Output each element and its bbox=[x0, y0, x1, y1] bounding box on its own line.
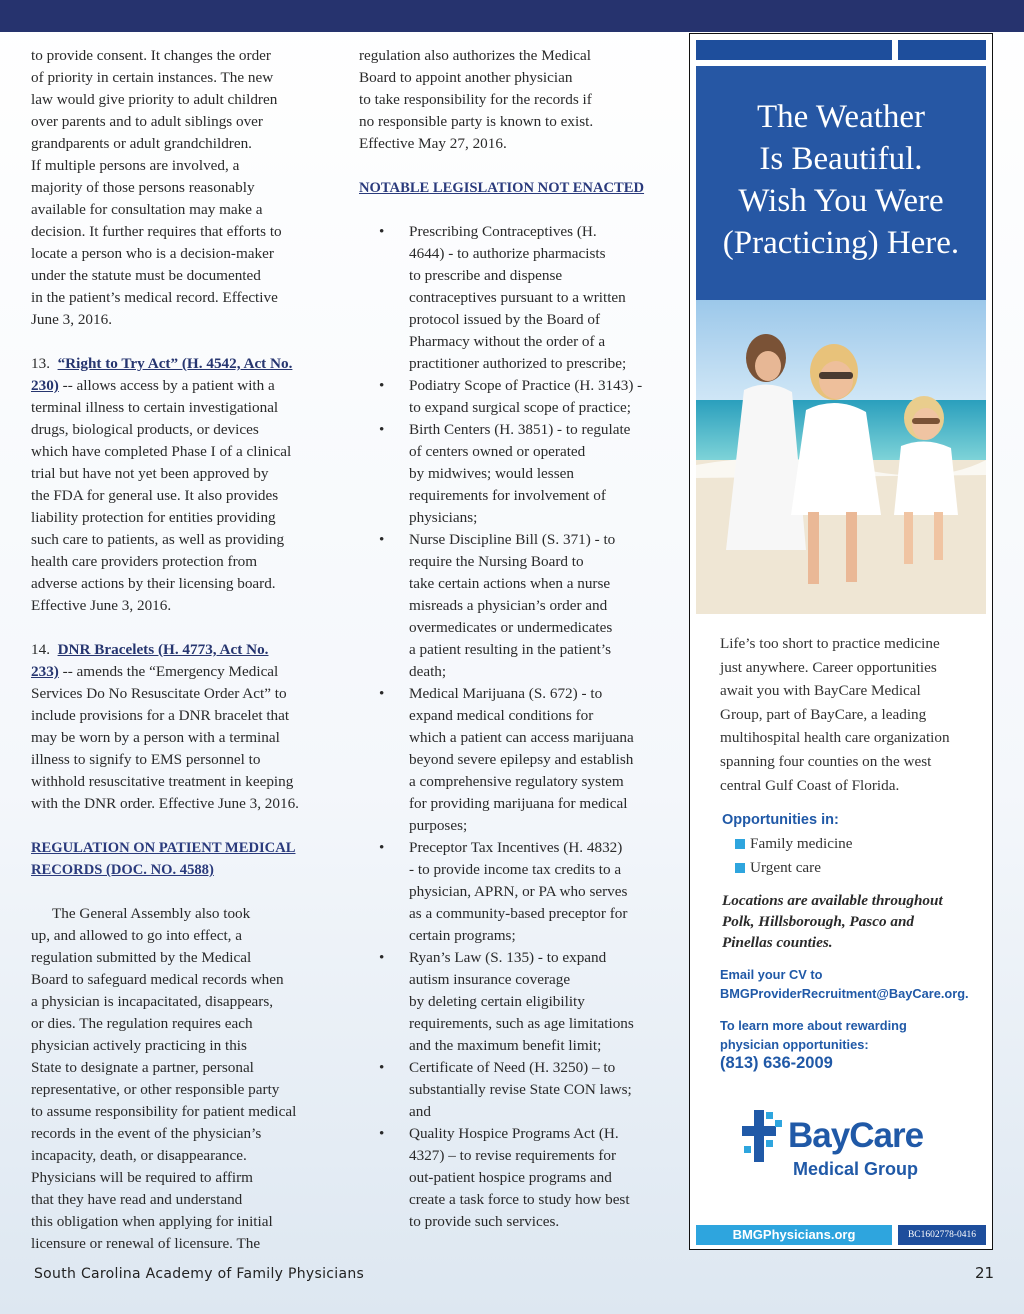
item-14-dnr-bracelets bbox=[31, 639, 349, 815]
text-line: Effective June 3, 2016. bbox=[31, 597, 172, 614]
headline-line: The Weather bbox=[756, 99, 926, 135]
middle-column bbox=[359, 45, 674, 1233]
text-line: locate a person who is a decision-maker bbox=[31, 245, 274, 262]
text-line: and the maximum benefit limit; bbox=[409, 1037, 602, 1054]
text-line: that they have read and understand bbox=[31, 1191, 243, 1208]
text-line: substantially revise State CON laws; bbox=[409, 1081, 632, 1098]
email-cta bbox=[720, 966, 990, 1003]
text-line: by deleting certain eligibility bbox=[409, 993, 585, 1010]
text-line: physicians; bbox=[409, 509, 478, 526]
text-line: Physicians will be required to affirm bbox=[31, 1169, 253, 1186]
text-line: State to designate a partner, personal bbox=[31, 1059, 254, 1076]
text-line: protocol issued by the Board of bbox=[409, 311, 601, 328]
text-line: to prescribe and dispense bbox=[409, 267, 563, 284]
text-line: requirements, such as age limitations bbox=[409, 1015, 634, 1032]
text-line: Board to appoint another physician bbox=[359, 69, 573, 86]
text-line: To learn more about rewarding bbox=[720, 1018, 907, 1033]
text-line: terminal illness to certain investigational bbox=[31, 399, 279, 416]
text-line: up, and allowed to go into effect, a bbox=[31, 927, 243, 944]
text-line: withhold resuscitative treatment in keeping bbox=[31, 773, 294, 790]
text-line: beyond severe epilepsy and establish bbox=[409, 751, 634, 768]
text-line: • Birth Centers (H. 3851) - to regulate bbox=[409, 421, 631, 438]
text-line: • Certificate of Need (H. 3250) – to bbox=[409, 1059, 616, 1076]
text-line: by midwives; would lessen bbox=[409, 465, 574, 482]
locations-text bbox=[722, 890, 987, 953]
text-line: • Podiatry Scope of Practice (H. 3143) - bbox=[409, 377, 643, 394]
text-line: in the patient’s medical record. Effective bbox=[31, 289, 278, 306]
text-line: to take responsibility for the records if bbox=[359, 91, 592, 108]
dnr-bracelets-link[interactable]: DNR Bracelets (H. 4773, Act No. bbox=[57, 641, 269, 658]
text-line: If multiple persons are involved, a bbox=[31, 157, 240, 174]
text-line: physician opportunities: bbox=[720, 1036, 869, 1052]
text-line: licensure or renewal of licensure. The bbox=[31, 1235, 261, 1252]
text-line: include provisions for a DNR bracelet that bbox=[31, 707, 290, 724]
text-line: decision. It further requires that efforts to bbox=[31, 223, 282, 240]
text-line: health care providers protection from bbox=[31, 553, 258, 570]
right-to-try-link-cont[interactable]: 230) bbox=[31, 377, 59, 394]
text-line: Board to safeguard medical records when bbox=[31, 971, 284, 988]
text-fragment: -- allows access by a patient with a bbox=[58, 377, 275, 394]
text-line: this obligation when applying for initial bbox=[31, 1213, 273, 1230]
item-number: 14. bbox=[31, 641, 50, 658]
text-line: out-patient hospice programs and bbox=[409, 1169, 612, 1186]
beach-family-photo bbox=[696, 300, 986, 614]
text-fragment: -- amends the “Emergency Medical bbox=[58, 663, 279, 680]
item-number: 13. bbox=[31, 355, 50, 372]
text-line: Pinellas counties. bbox=[722, 934, 833, 951]
text-line: requirements for involvement of bbox=[409, 487, 606, 504]
text-line: Services Do No Resuscitate Order Act” to bbox=[31, 685, 287, 702]
text-line: misreads a physician’s order and bbox=[409, 597, 608, 614]
baycare-logo bbox=[740, 1106, 950, 1196]
not-enacted-item bbox=[359, 1123, 674, 1233]
not-enacted-item bbox=[359, 1057, 674, 1123]
top-banner bbox=[0, 0, 1024, 32]
brand-name: BayCare bbox=[788, 1116, 924, 1155]
text-line: with the DNR order. Effective June 3, 2016. bbox=[31, 795, 299, 812]
text-line: just anywhere. Career opportunities bbox=[720, 658, 937, 676]
text-line: a comprehensive regulatory system bbox=[409, 773, 624, 790]
page-number: 21 bbox=[975, 1264, 995, 1282]
text-line: liability protection for entities providing bbox=[31, 509, 276, 526]
opportunity-item bbox=[722, 832, 982, 856]
text-line: a patient resulting in the patient’s bbox=[409, 641, 612, 658]
text-line: to expand surgical scope of practice; bbox=[409, 399, 631, 416]
text-line: which have completed Phase I of a clinical bbox=[31, 443, 292, 460]
text-line: regulation submitted by the Medical bbox=[31, 949, 252, 966]
regulation-heading: REGULATION ON PATIENT MEDICAL bbox=[31, 840, 296, 856]
text-line: The General Assembly also took bbox=[52, 905, 251, 922]
text-line: the FDA for general use. It also provides bbox=[31, 487, 279, 504]
opportunities-title: Opportunities in: bbox=[722, 812, 839, 828]
text-line: • Medical Marijuana (S. 672) - to bbox=[409, 685, 603, 702]
text-line: and bbox=[409, 1103, 431, 1120]
text-line: of centers owned or operated bbox=[409, 443, 586, 460]
text-line: expand medical conditions for bbox=[409, 707, 594, 724]
text-line: over parents and to adult siblings over bbox=[31, 113, 263, 130]
not-enacted-list bbox=[359, 221, 674, 1233]
text-line: 4327) – to revise requirements for bbox=[409, 1147, 617, 1164]
ad-bar bbox=[898, 40, 986, 60]
text-line: under the statute must be documented bbox=[31, 267, 261, 284]
text-line: • Nurse Discipline Bill (S. 371) - to bbox=[409, 531, 616, 548]
not-enacted-item bbox=[359, 221, 674, 375]
dnr-bracelets-link-cont[interactable]: 233) bbox=[31, 663, 59, 680]
opportunity-label: Family medicine bbox=[750, 835, 853, 852]
text-line: to assume responsibility for patient medical bbox=[31, 1103, 297, 1120]
headline-line: Wish You Were bbox=[738, 183, 944, 219]
text-line: • Ryan’s Law (S. 135) - to expand bbox=[409, 949, 607, 966]
text-line: for providing marijuana for medical bbox=[409, 795, 628, 812]
text-line: as a community-based preceptor for bbox=[409, 905, 628, 922]
text-line: of priority in certain instances. The new bbox=[31, 69, 274, 86]
right-to-try-link[interactable]: “Right to Try Act” (H. 4542, Act No. bbox=[57, 355, 293, 372]
left-column bbox=[31, 45, 349, 1255]
text-line: Pharmacy without the order of a bbox=[409, 333, 606, 350]
text-line: Polk, Hillsborough, Pasco and bbox=[722, 913, 914, 930]
text-line: trial but have not yet been approved by bbox=[31, 465, 269, 482]
text-line: law would give priority to adult children bbox=[31, 91, 278, 108]
beach-photo-illustration bbox=[696, 300, 986, 614]
text-line: • Prescribing Contraceptives (H. bbox=[409, 223, 597, 240]
ad-top-bars bbox=[696, 40, 986, 60]
opportunity-item bbox=[722, 856, 982, 880]
email-label: Email your CV to bbox=[720, 967, 823, 982]
brand-subtitle: Medical Group bbox=[793, 1159, 919, 1179]
regulation-continued bbox=[359, 45, 674, 155]
square-bullet-icon bbox=[735, 839, 745, 849]
text-line: multihospital health care organization bbox=[720, 729, 950, 747]
text-line: drugs, biological products, or devices bbox=[31, 421, 259, 438]
text-line: central Gulf Coast of Florida. bbox=[720, 776, 900, 794]
text-line: such care to patients, as well as providing bbox=[31, 531, 285, 548]
text-line: or dies. The regulation requires each bbox=[31, 1015, 253, 1032]
learn-more-cta bbox=[720, 1017, 990, 1054]
ad-footer-bar bbox=[696, 1225, 986, 1245]
text-line: overmedicates or undermedicates bbox=[409, 619, 613, 636]
ad-headline bbox=[696, 96, 986, 264]
text-line: may be worn by a person with a terminal bbox=[31, 729, 280, 746]
text-line: physician actively practicing in this bbox=[31, 1037, 247, 1054]
text-line: available for consultation may make a bbox=[31, 201, 263, 218]
text-line: create a task force to study how best bbox=[409, 1191, 630, 1208]
text-line: to provide consent. It changes the order bbox=[31, 47, 271, 64]
text-line: adverse actions by their licensing board. bbox=[31, 575, 276, 592]
text-line: regulation also authorizes the Medical bbox=[359, 47, 591, 64]
regulation-heading-cont: RECORDS (DOC. NO. 4588) bbox=[31, 862, 214, 878]
not-enacted-item bbox=[359, 683, 674, 837]
square-bullet-icon bbox=[735, 863, 745, 873]
text-line: spanning four counties on the west bbox=[720, 752, 932, 770]
text-line: take certain actions when a nurse bbox=[409, 575, 611, 592]
text-line: to provide such services. bbox=[409, 1213, 560, 1230]
email-address-link[interactable]: BMGProviderRecruitment@BayCare.org. bbox=[720, 985, 969, 1001]
baycare-cross-icon bbox=[740, 1106, 786, 1166]
text-line: contraceptives pursuant to a written bbox=[409, 289, 626, 306]
opportunity-label: Urgent care bbox=[750, 859, 821, 876]
text-line: majority of those persons reasonably bbox=[31, 179, 255, 196]
not-enacted-item bbox=[359, 837, 674, 947]
baycare-advertisement bbox=[689, 33, 993, 1250]
text-line: • Preceptor Tax Incentives (H. 4832) bbox=[409, 839, 623, 856]
text-line: require the Nursing Board to bbox=[409, 553, 584, 570]
text-line: practitioner authorized to prescribe; bbox=[409, 355, 627, 372]
not-enacted-item bbox=[359, 419, 674, 529]
ad-headline-panel bbox=[696, 66, 986, 300]
not-enacted-heading: NOTABLE LEGISLATION NOT ENACTED bbox=[359, 180, 645, 196]
consent-paragraph bbox=[31, 45, 349, 331]
not-enacted-item bbox=[359, 529, 674, 683]
text-line: purposes; bbox=[409, 817, 468, 834]
text-line: Locations are available throughout bbox=[722, 892, 943, 909]
text-line: Group, part of BayCare, a leading bbox=[720, 705, 927, 723]
headline-line: Is Beautiful. bbox=[759, 141, 923, 177]
text-line: grandparents or adult grandchildren. bbox=[31, 135, 252, 152]
text-line: • Quality Hospice Programs Act (H. bbox=[409, 1125, 619, 1142]
text-line: - to provide income tax credits to a bbox=[409, 861, 622, 878]
text-line: await you with BayCare Medical bbox=[720, 682, 921, 700]
ad-code: BC1602778-0416 bbox=[898, 1225, 986, 1245]
text-line: Effective May 27, 2016. bbox=[359, 135, 507, 152]
publication-name: South Carolina Academy of Family Physicians bbox=[34, 1266, 365, 1282]
not-enacted-item bbox=[359, 947, 674, 1057]
phone-number[interactable]: (813) 636-2009 bbox=[720, 1054, 833, 1072]
text-line: records in the event of the physician’s bbox=[31, 1125, 262, 1142]
opportunities-section bbox=[722, 812, 982, 880]
text-line: certain programs; bbox=[409, 927, 516, 944]
text-line: physician, APRN, or PA who serves bbox=[409, 883, 628, 900]
text-line: representative, or other responsible party bbox=[31, 1081, 280, 1098]
regulation-paragraph bbox=[31, 903, 349, 1255]
headline-line: (Practicing) Here. bbox=[722, 225, 960, 261]
text-line: which a patient can access marijuana bbox=[409, 729, 634, 746]
item-13-right-to-try bbox=[31, 353, 349, 617]
text-line: 4644) - to authorize pharmacists bbox=[409, 245, 606, 262]
text-line: no responsible party is known to exist. bbox=[359, 113, 594, 130]
text-line: death; bbox=[409, 663, 447, 680]
text-line: a physician is incapacitated, disappears, bbox=[31, 993, 274, 1010]
not-enacted-item bbox=[359, 375, 674, 419]
website-link[interactable]: BMGPhysicians.org bbox=[696, 1225, 892, 1245]
text-line: Life’s too short to practice medicine bbox=[720, 635, 940, 652]
ad-bar bbox=[696, 40, 892, 60]
ad-body-text bbox=[720, 632, 980, 797]
text-line: June 3, 2016. bbox=[31, 311, 112, 328]
text-line: incapacity, death, or disappearance. bbox=[31, 1147, 247, 1164]
text-line: illness to signify to EMS personnel to bbox=[31, 751, 261, 768]
text-line: autism insurance coverage bbox=[409, 971, 571, 988]
